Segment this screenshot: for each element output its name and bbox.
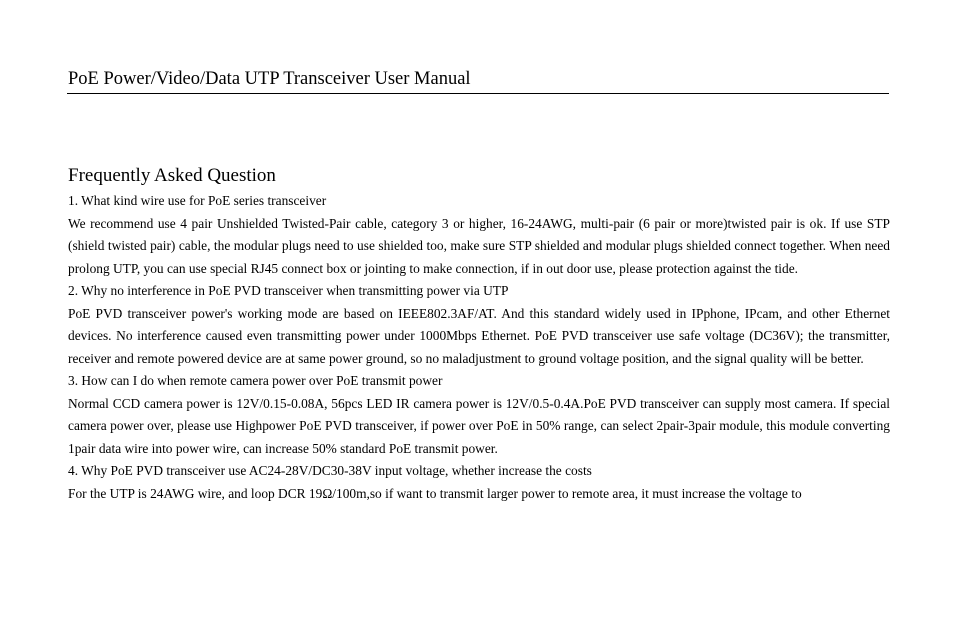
section-title: Frequently Asked Question — [68, 165, 276, 186]
page-header — [67, 67, 889, 94]
faq-answer-2: PoE PVD transceiver power's working mode are based on IEEE802.3AF/AT. And this standard widely used in IPphone, IPcam, and other Ethernet devices. No interference caused even transmitting power under 1000Mbps Ethernet. PoE PVD transceiver use safe voltage (DC36V); the transmitter, receiver and remote powered device are at same power ground, so no maladjustment to ground voltage position, and the signal quality will be better. — [68, 305, 890, 366]
faq-question-2: 2. Why no interference in PoE PVD transceiver when transmitting power via UTP — [68, 283, 509, 298]
document-title: PoE Power/Video/Data UTP Transceiver User Manual — [68, 69, 471, 89]
faq-list — [68, 190, 890, 505]
faq-question-1: 1. What kind wire use for PoE series transceiver — [68, 193, 327, 208]
faq-answer-1: We recommend use 4 pair Unshielded Twisted-Pair cable, category 3 or higher, 16-24AWG, multi-pair (6 pair or more)twisted pair is ok. If use STP (shield twisted pair) cable, the modular plugs need to use shielded too, make sure STP shielded and modular plugs shielded connect together. When need prolong UTP, you can use special RJ45 connect box or jointing to make connection, if in out door use, please protection against the tide. — [68, 215, 890, 276]
faq-question-3: 3. How can I do when remote camera power over PoE transmit power — [68, 373, 443, 388]
faq-answer-3: Normal CCD camera power is 12V/0.15-0.08A, 56pcs LED IR camera power is 12V/0.5-0.4A.PoE PVD transceiver can supply most camera. If special camera power over, please use Highpower PoE PVD transceiver, if power over PoE in 50% range, can select 2pair-3pair module, this module converting 1pair data wire into power wire, can increase 50% standard PoE transmit power. — [68, 395, 890, 456]
faq-question-4: 4. Why PoE PVD transceiver use AC24-28V/DC30-38V input voltage, whether increase the costs — [68, 463, 592, 478]
faq-answer-4: For the UTP is 24AWG wire, and loop DCR 19Ω/100m,so if want to transmit larger power to remote area, it must increase the voltage to — [68, 485, 802, 501]
